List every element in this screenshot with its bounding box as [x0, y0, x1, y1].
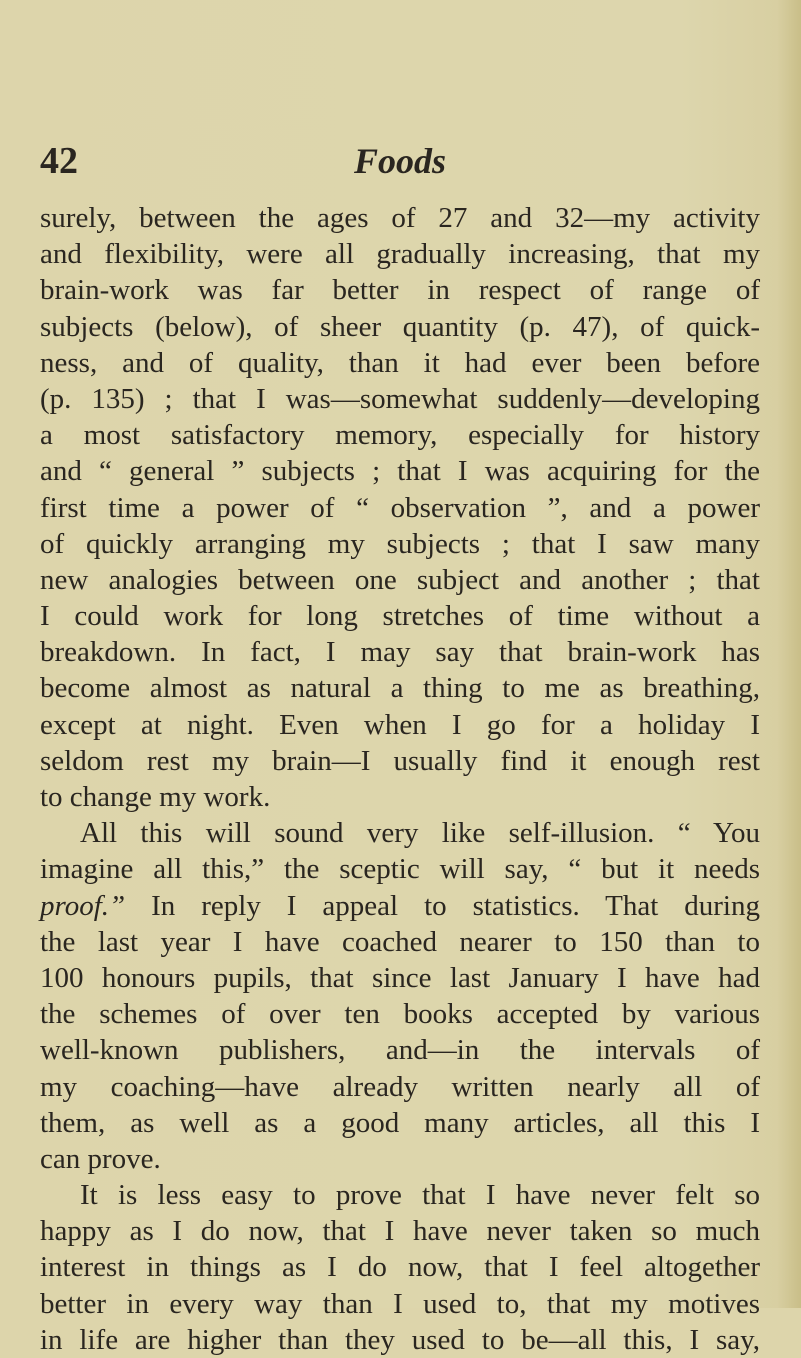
text-line: to change my work.	[40, 781, 271, 813]
text-line: breakdown. In fact, I may say that brain-work has	[40, 636, 760, 669]
text-line: first time a power of “ observation ”, and a power	[40, 491, 760, 524]
text-line: and “ general ” subjects ; that I was acquiring for the	[40, 455, 760, 488]
text-line: become almost as natural a thing to me as breathing,	[40, 672, 760, 705]
page-number: 42	[40, 140, 78, 182]
text-line: happy as I do now, that I have never taken so much	[40, 1215, 760, 1248]
body-text	[40, 200, 760, 1358]
text-line: and flexibility, were all gradually increasing, that my	[40, 238, 760, 271]
text-line: them, as well as a good many articles, all this I	[40, 1106, 760, 1139]
text-line: better in every way than I used to, that my motives	[40, 1287, 760, 1320]
text-line: the last year I have coached nearer to 150 than to	[40, 925, 760, 958]
text-line: seldom rest my brain—I usually find it enough rest	[40, 744, 760, 777]
text-line: new analogies between one subject and another ; that	[40, 563, 760, 596]
text-line: interest in things as I do now, that I feel altogether	[40, 1251, 760, 1284]
text-line: I could work for long stretches of time without a	[40, 600, 760, 633]
text-line: It is less easy to prove that I have never felt so	[80, 1179, 760, 1212]
text-line: of quickly arranging my subjects ; that I saw many	[40, 527, 760, 560]
text-line: in life are higher than they used to be—all this, I say,	[40, 1323, 760, 1356]
text-line: imagine all this,” the sceptic will say, “ but it needs	[40, 853, 760, 886]
text-line: (p. 135) ; that I was—somewhat suddenly—developing	[40, 382, 760, 415]
text-line: brain-work was far better in respect of range of	[40, 274, 760, 307]
text-line: All this will sound very like self-illusion. “ You	[80, 817, 760, 850]
page-header	[40, 136, 760, 186]
text-line: a most satisfactory memory, especially for history	[40, 419, 760, 452]
text-line: ness, and of quality, than it had ever been before	[40, 346, 760, 379]
text-line: surely, between the ages of 27 and 32—my activity	[40, 202, 760, 234]
text-line: can prove.	[40, 1142, 161, 1175]
text-line-rest: In reply I appeal to statistics. That during	[151, 889, 760, 922]
text-line: well-known publishers, and—in the intervals of	[40, 1034, 760, 1067]
text-line: my coaching—have already written nearly all of	[40, 1070, 760, 1103]
text-line: the schemes of over ten books accepted by various	[40, 998, 760, 1031]
text-line: except at night. Even when I go for a holiday I	[40, 708, 760, 741]
text-line: subjects (below), of sheer quantity (p. 47), of quick-	[40, 310, 760, 343]
italic-word: proof.”	[40, 889, 126, 922]
running-head: Foods	[353, 141, 447, 181]
text-line: 100 honours pupils, that since last January I have had	[40, 961, 760, 994]
text-line-mixed	[40, 888, 760, 924]
